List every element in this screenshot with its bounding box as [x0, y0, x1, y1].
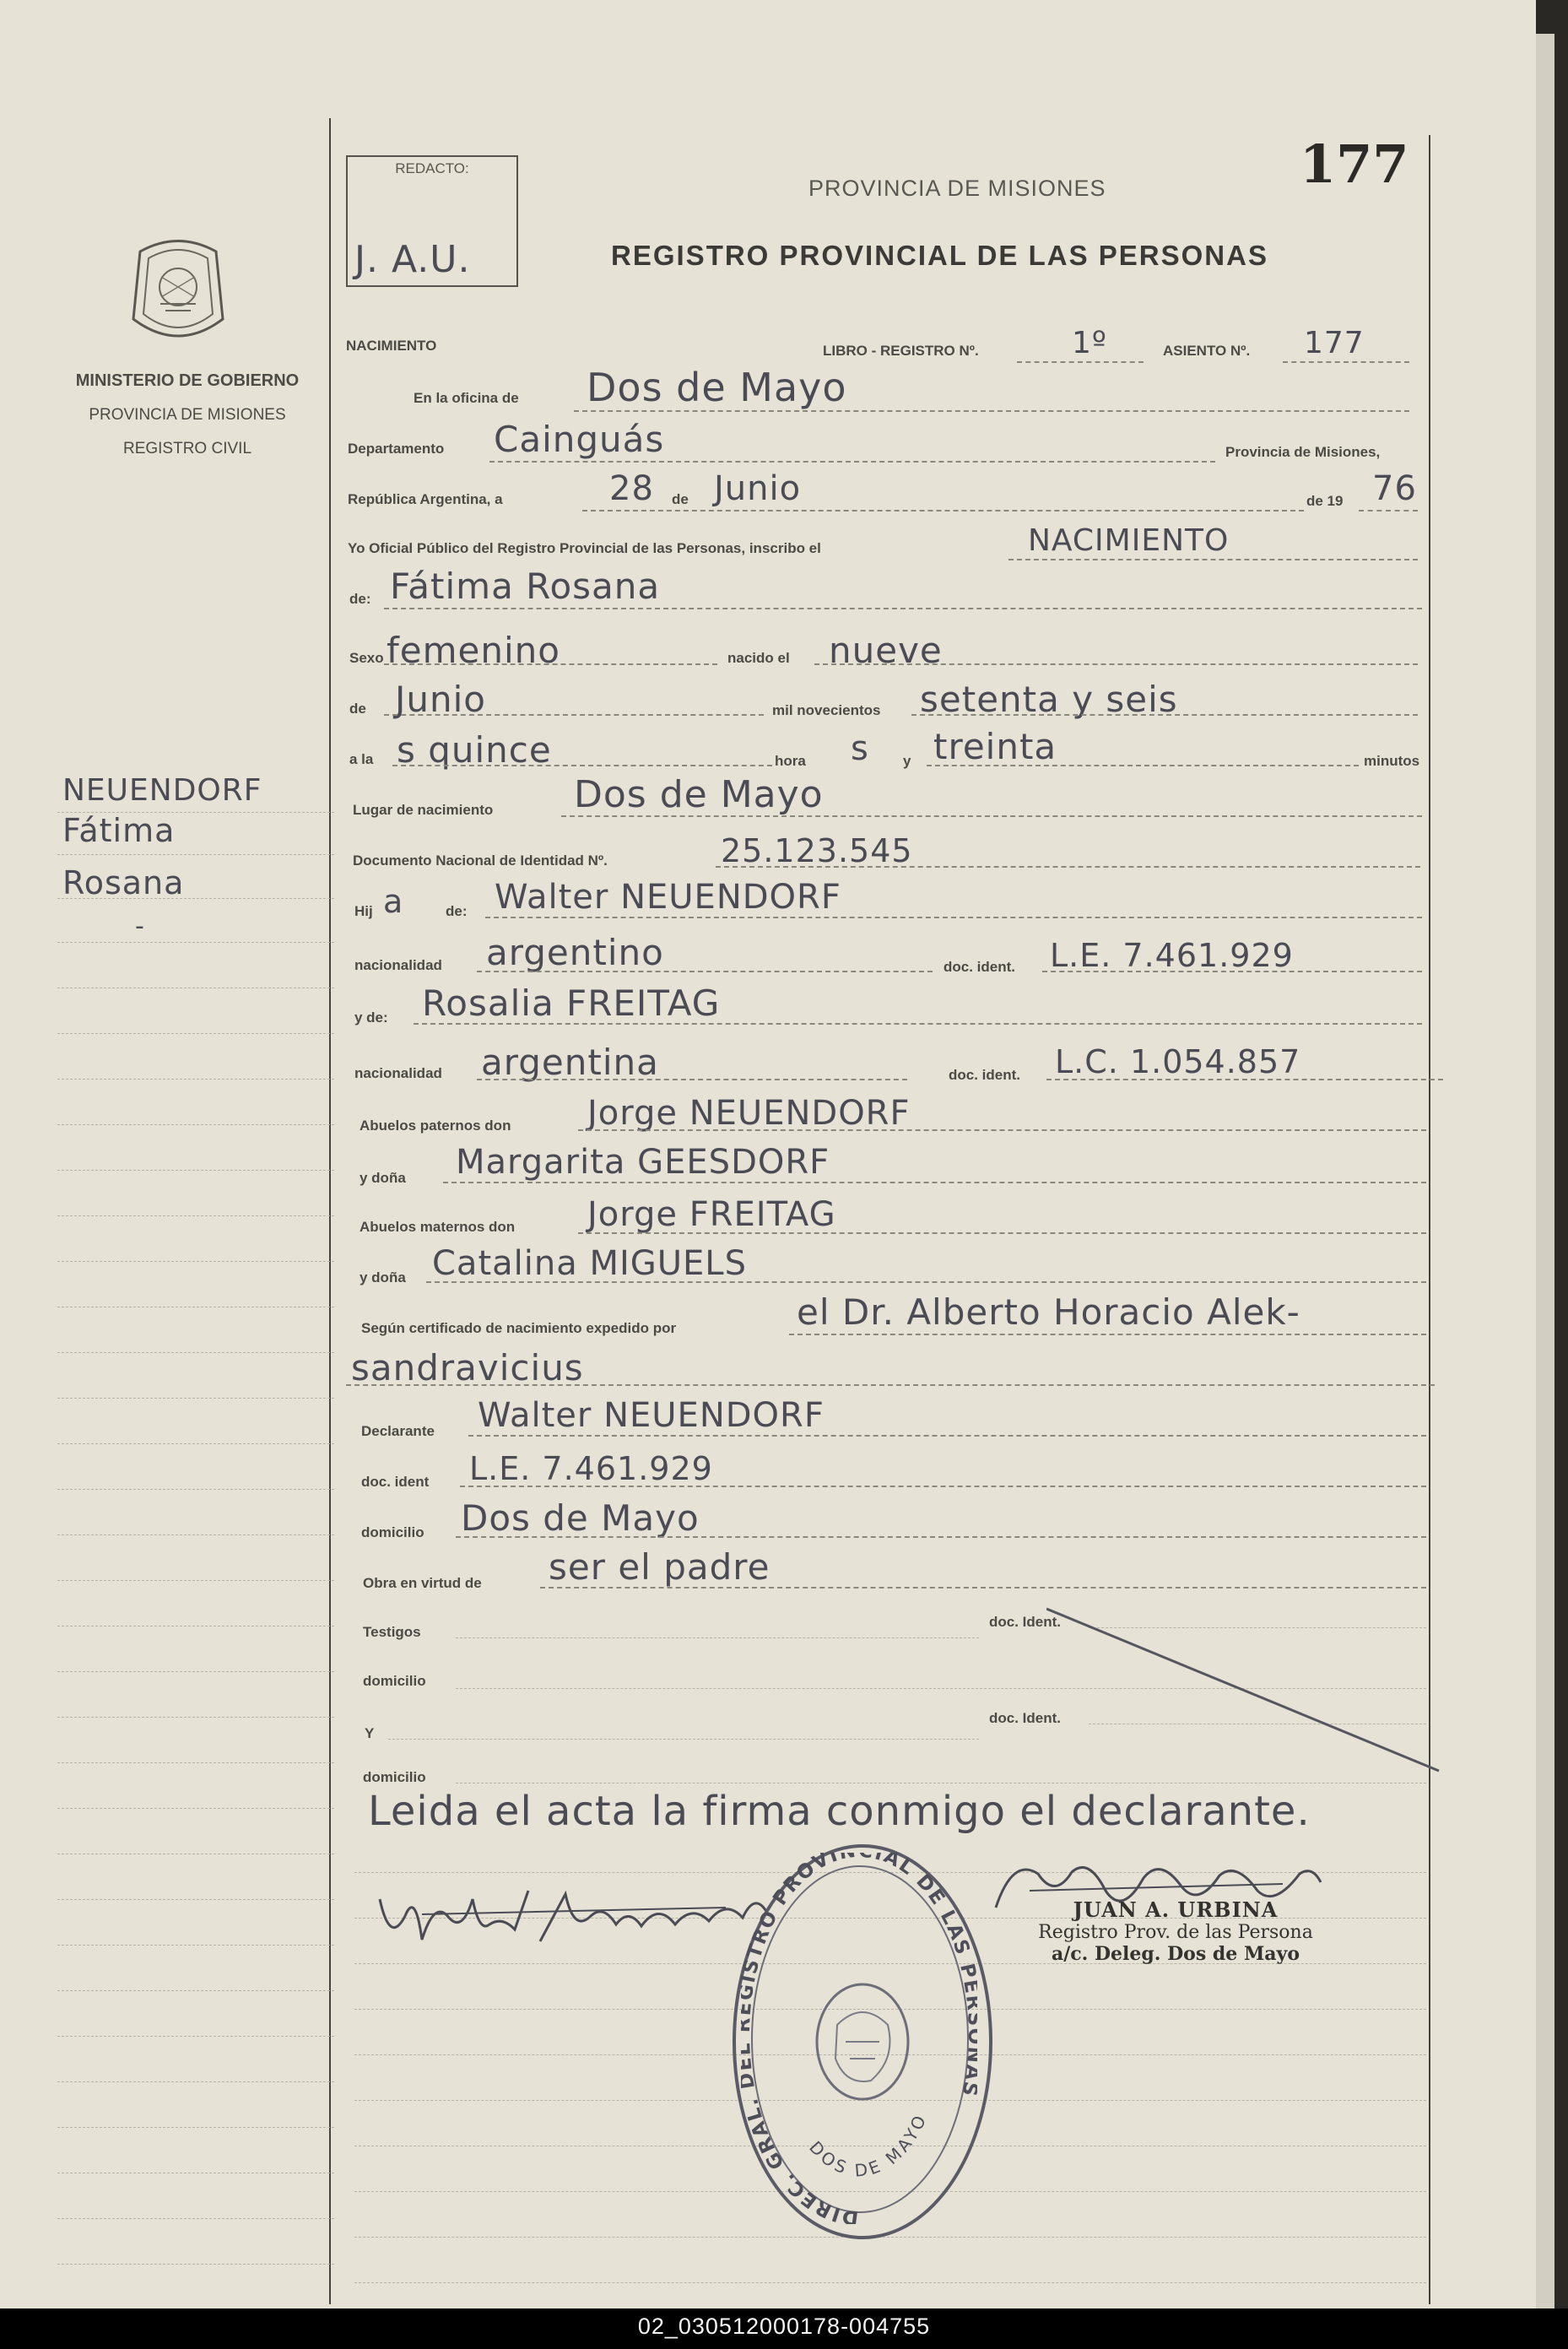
mother-doc-label: doc. ident. [949, 1067, 1020, 1083]
right-rule [1429, 135, 1430, 2304]
book-edge [1536, 0, 1568, 2308]
margin-dash: - [135, 912, 145, 941]
margin-rule [329, 118, 331, 2304]
next-sheet [1536, 34, 1554, 2308]
cert-label: Según certificado de nacimiento expedido por [361, 1320, 677, 1336]
seal-ring-textpath: DIREC. GRAL. STRO PROVI IAL DE LAS [741, 1853, 975, 2224]
registrant-name: Fátima Rosana [390, 566, 661, 607]
margin-given-1: Fátima [62, 812, 176, 849]
seal-bottom-textpath: DOS DE MAYO [805, 2109, 932, 2181]
libro-value: 1º [1072, 326, 1107, 360]
birth-month: Junio [395, 679, 486, 720]
cert-value-2: sandravicius [351, 1347, 584, 1388]
ab-pat-dona: Margarita GEESDORF [456, 1143, 830, 1182]
mother-de-label: y de: [354, 1009, 388, 1026]
asiento-value: 177 [1304, 326, 1365, 360]
lugar-value: Dos de Mayo [574, 773, 824, 816]
seal-ring-text [741, 1853, 977, 2224]
testigo2-doc-label: doc. Ident. [989, 1710, 1061, 1726]
testigo2-dom-label: domicilio [363, 1769, 426, 1785]
ab-pat-dona-label: y doña [360, 1170, 406, 1186]
redacto-initials: J. A.U. [354, 238, 471, 281]
father-nationality: argentino [486, 932, 664, 973]
testigo1-doc-label: doc. Ident. [989, 1614, 1061, 1630]
official-name: JUAN A. URBINA [1073, 1897, 1279, 1922]
month-value: Junio [714, 469, 802, 508]
declarante-doc: L.E. 7.461.929 [469, 1450, 713, 1487]
ministry-province: PROVINCIA DE MISIONES [89, 406, 286, 424]
oficial-text: Yo Oficial Público del Registro Provincial de las Personas, inscribo el [348, 540, 821, 556]
libro-label: LIBRO - REGISTRO Nº. [823, 343, 979, 359]
birth-year-words: setenta y seis [920, 679, 1178, 720]
province-heading: PROVINCIA DE MISIONES [808, 176, 1106, 201]
official-delegation: a/c. Deleg. Dos de Mayo [1051, 1943, 1300, 1965]
mother-nationality: argentina [481, 1042, 659, 1083]
ab-mat-dona: Catalina MIGUELS [432, 1244, 747, 1283]
coat-of-arms-icon [123, 226, 233, 355]
official-role: Registro Prov. de las Persona [1038, 1922, 1313, 1943]
ab-mat-don: Jorge FREITAG [587, 1195, 836, 1234]
obra-value: ser el padre [549, 1546, 770, 1588]
ministry-block [61, 371, 314, 458]
inscribo-value: NACIMIENTO [1028, 523, 1230, 558]
day-value: 28 [609, 469, 654, 508]
hora-label: hora [775, 753, 806, 769]
ab-mat-label: Abuelos maternos don [360, 1219, 516, 1235]
declarante-name: Walter NEUENDORF [478, 1396, 825, 1435]
sexo-value: femenino [387, 630, 560, 671]
office-value: Dos de Mayo [587, 365, 847, 410]
ministry-registry: REGISTRO CIVIL [122, 440, 252, 457]
republica-label: República Argentina, a [348, 491, 503, 507]
cert-value-1: el Dr. Alberto Horacio Alek- [797, 1291, 1300, 1333]
father-doc: L.E. 7.461.929 [1050, 937, 1294, 974]
nacido-label: nacido el [727, 650, 790, 666]
alas-label: a la [349, 751, 374, 767]
minutos-value: treinta [933, 726, 1057, 767]
testigo1-dom-label: domicilio [363, 1673, 426, 1689]
hij-suffix: a [383, 883, 404, 920]
mil-label: mil novecientos [772, 702, 881, 718]
departamento-value: Cainguás [494, 419, 665, 460]
declarante-label: Declarante [361, 1423, 435, 1439]
dni-label: Documento Nacional de Identidad Nº. [353, 852, 608, 869]
testigo2-y-label: Y [365, 1725, 375, 1741]
y-label: y [903, 753, 911, 769]
asiento-label: ASIENTO Nº. [1163, 343, 1251, 359]
mother-nat-label: nacionalidad [354, 1065, 442, 1081]
minutos-label: minutos [1364, 753, 1420, 769]
name-de-label: de: [349, 591, 371, 607]
official-block [994, 1897, 1357, 1965]
type-label: NACIMIENTO [346, 338, 437, 354]
provincia-suffix: Provincia de Misiones, [1225, 444, 1381, 460]
father-nat-label: nacionalidad [354, 957, 442, 973]
father-name: Walter NEUENDORF [495, 878, 841, 917]
year-value: 76 [1372, 469, 1417, 508]
ab-pat-label: Abuelos paternos don [360, 1118, 511, 1134]
registry-title: REGISTRO PROVINCIAL DE LAS PERSONAS [611, 240, 1268, 271]
domicilio-value: Dos de Mayo [461, 1497, 700, 1539]
svg-text:DOS DE MAYO [805, 2109, 931, 2180]
father-de-label: de: [446, 903, 468, 919]
dni-value: 25.123.545 [721, 832, 913, 869]
sexo-label: Sexo [349, 650, 384, 666]
page-number: 177 [1300, 133, 1409, 195]
mother-doc: L.C. 1.054.857 [1055, 1043, 1301, 1080]
hij-label: Hij [354, 903, 373, 919]
lugar-label: Lugar de nacimiento [353, 802, 494, 818]
birth-de-label: de [349, 701, 366, 717]
father-doc-label: doc. ident. [944, 959, 1015, 975]
hora-value: s [851, 729, 869, 768]
nacido-value: nueve [829, 630, 943, 671]
ab-pat-don: Jorge NEUENDORF [587, 1094, 911, 1133]
year-prefix: de 19 [1306, 493, 1344, 509]
alas-value: s quince [397, 729, 552, 771]
de-label: de [672, 491, 689, 507]
office-label: En la oficina de [414, 390, 519, 406]
obra-label: Obra en virtud de [363, 1575, 482, 1591]
mother-name: Rosalia FREITAG [422, 982, 721, 1024]
testigos-label: Testigos [363, 1624, 421, 1640]
image-id: 02_030512000178-004755 [637, 2314, 931, 2339]
declarante-doc-label: doc. ident [361, 1474, 430, 1490]
departamento-label: Departamento [348, 441, 445, 457]
margin-given-2: Rosana [62, 864, 185, 901]
redacto-label: REDACTO: [395, 160, 469, 176]
ab-mat-dona-label: y doña [360, 1269, 406, 1285]
cancellation-stroke [1046, 1604, 1443, 1781]
margin-surname: NEUENDORF [62, 773, 262, 808]
closing-text: Leida el acta la firma conmigo el declarante. [368, 1788, 1311, 1835]
domicilio-label: domicilio [361, 1524, 424, 1540]
ministry-name: MINISTERIO DE GOBIERNO [75, 371, 300, 390]
